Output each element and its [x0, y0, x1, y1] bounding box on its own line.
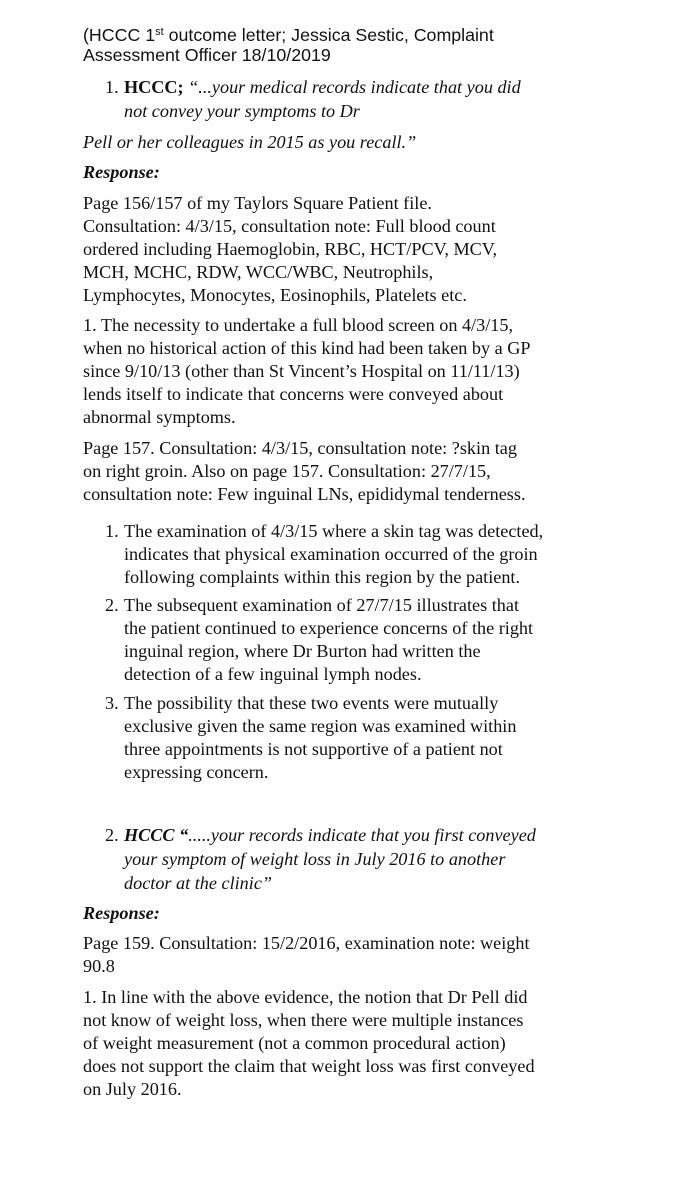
text-line: does not support the claim that weight loss was first conveyed	[83, 1056, 535, 1076]
section-2-quote-line-2: your symptom of weight loss in July 2016 to another	[124, 849, 506, 869]
text-line: three appointments is not supportive of a patient not	[124, 739, 503, 759]
section-2-quote-line-1: HCCC “.....your records indicate that you first conveyed	[124, 825, 536, 845]
text-line: lends itself to indicate that concerns were conveyed about	[83, 384, 504, 404]
ordinal-superscript: st	[155, 26, 164, 38]
list-item-text	[124, 520, 644, 589]
text-line: the patient continued to experience concerns of the right	[124, 618, 534, 638]
text-line: The examination of 4/3/15 where a skin tag was detected,	[124, 521, 544, 541]
section-1-quote-line-3: Pell or her colleagues in 2015 as you recall.”	[83, 132, 417, 152]
text-line: 1. The necessity to undertake a full blood screen on 4/3/15,	[83, 315, 513, 335]
section-2-quote-line-3: doctor at the clinic”	[124, 873, 273, 893]
section-2-response-label: Response:	[83, 903, 160, 923]
text-line: The subsequent examination of 27/7/15 illustrates that	[124, 595, 519, 615]
section-1-paragraph-3	[83, 437, 643, 506]
text-line: Page 159. Consultation: 15/2/2016, examination note: weight	[83, 933, 530, 953]
section-2-label: HCCC “	[124, 825, 189, 845]
section-1-paragraph-2	[83, 314, 643, 429]
text-line: Page 156/157 of my Taylors Square Patient file.	[83, 193, 432, 213]
text-line: abnormal symptoms.	[83, 407, 236, 427]
list-item-number: 1.	[105, 521, 119, 541]
text-line: MCH, MCHC, RDW, WCC/WBC, Neutrophils,	[83, 262, 434, 282]
section-1-quote-line-2: not convey your symptoms to Dr	[124, 101, 360, 121]
text-line: indicates that physical examination occurred of the groin	[124, 544, 538, 564]
text-line: Consultation: 4/3/15, consultation note: Full blood count	[83, 216, 496, 236]
text-line: on right groin. Also on page 157. Consultation: 27/7/15,	[83, 461, 491, 481]
text-line: exclusive given the same region was examined within	[124, 716, 517, 736]
section-2-paragraph-2	[83, 986, 643, 1101]
text-line: expressing concern.	[124, 762, 269, 782]
header-line-1: (HCCC 1st outcome letter; Jessica Sestic, Complaint	[83, 25, 494, 45]
text-line: of weight measurement (not a common procedural action)	[83, 1033, 506, 1053]
section-1-response-label: Response:	[83, 162, 160, 182]
text-line: Page 157. Consultation: 4/3/15, consultation note: ?skin tag	[83, 438, 517, 458]
header-line-2: Assessment Officer 18/10/2019	[83, 45, 331, 65]
text-line: following complaints within this region by the patient.	[124, 567, 521, 587]
list-item-number: 3.	[105, 693, 119, 713]
list-item-text	[124, 594, 644, 686]
list-item-text	[124, 692, 644, 784]
section-1-label: HCCC;	[124, 77, 184, 97]
text-line: detection of a few inguinal lymph nodes.	[124, 664, 422, 684]
letter-header	[83, 25, 643, 65]
section-1-quote-line-1: HCCC; “...your medical records indicate that you did	[124, 77, 521, 97]
list-item-number: 2.	[105, 595, 119, 615]
section-1-paragraph-1	[83, 192, 643, 307]
text-line: 90.8	[83, 956, 115, 976]
text-line: The possibility that these two events were mutually	[124, 693, 499, 713]
text-line: ordered including Haemoglobin, RBC, HCT/PCV, MCV,	[83, 239, 498, 259]
text-line: not know of weight loss, when there were multiple instances	[83, 1010, 524, 1030]
text-line: when no historical action of this kind had been taken by a GP	[83, 338, 531, 358]
text-line: since 9/10/13 (other than St Vincent’s Hospital on 11/11/13)	[83, 361, 520, 381]
section-2-paragraph-1	[83, 932, 643, 978]
text-line: 1. In line with the above evidence, the notion that Dr Pell did	[83, 987, 528, 1007]
section-1-number: 1.	[105, 77, 119, 97]
text-line: on July 2016.	[83, 1079, 182, 1099]
text-line: inguinal region, where Dr Burton had written the	[124, 641, 481, 661]
text-line: Lymphocytes, Monocytes, Eosinophils, Platelets etc.	[83, 285, 467, 305]
text-line: consultation note: Few inguinal LNs, epididymal tenderness.	[83, 484, 526, 504]
section-2-number: 2.	[105, 825, 119, 845]
